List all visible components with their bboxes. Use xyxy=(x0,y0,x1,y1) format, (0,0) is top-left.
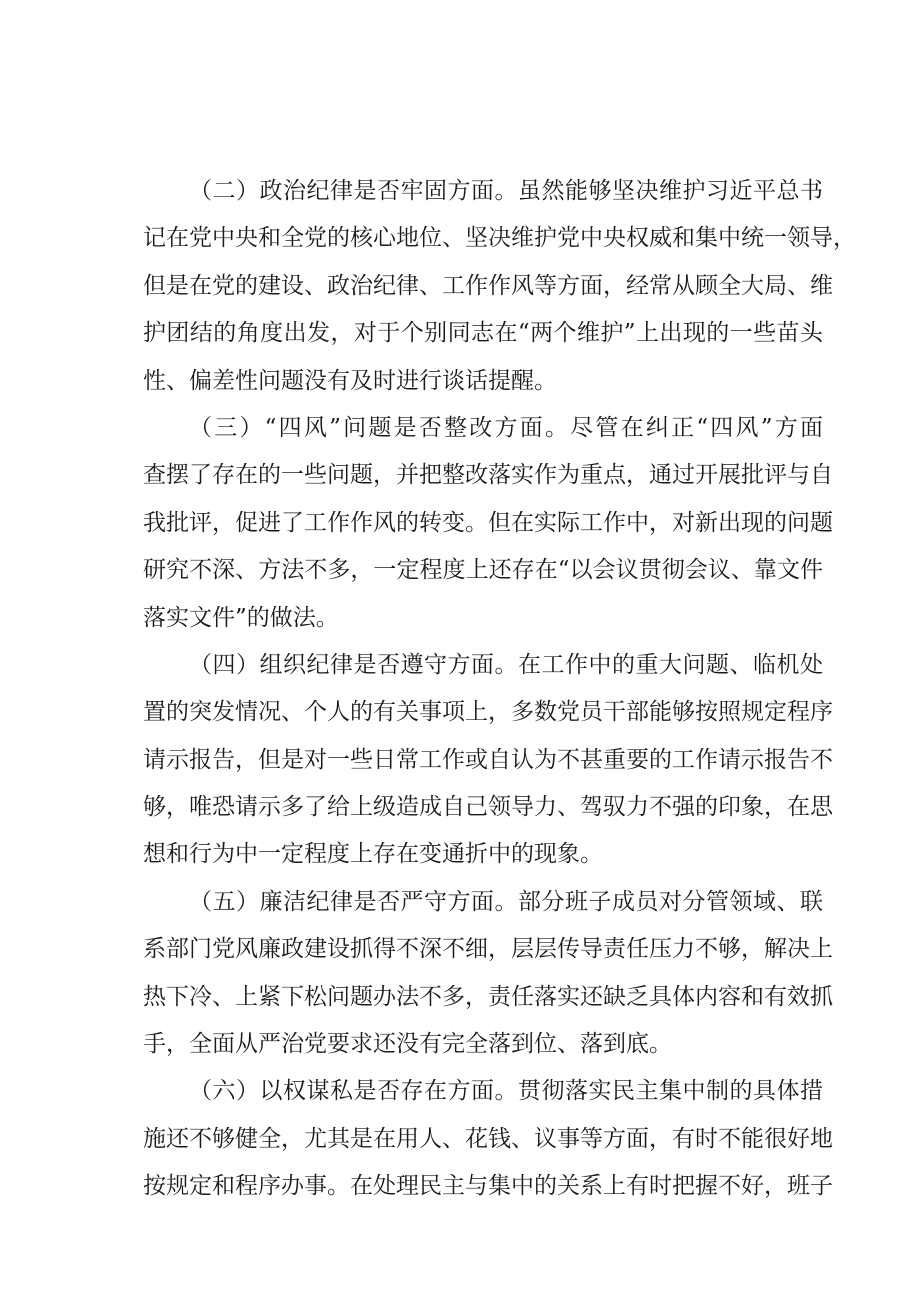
paragraph-line: 请示报告，但是对一些日常工作或自认为不甚重要的工作请示报告不 xyxy=(143,746,833,773)
paragraph-line: （五）廉洁纪律是否严守方面。部分班子成员对分管领域、联 xyxy=(189,888,823,915)
paragraph-line: 施还不够健全，尤其是在用人、花钱、议事等方面，有时不能很好地 xyxy=(143,1125,833,1152)
document-body xyxy=(143,168,856,1211)
paragraph-line: （二）政治纪律是否牢固方面。虽然能够坚决维护习近平总书 xyxy=(189,178,823,204)
paragraph-line: 置的突发情况、个人的有关事项上，多数党员干部能够按照规定程序 xyxy=(143,699,833,726)
paragraph-line: 落实文件”的做法。 xyxy=(143,604,339,631)
paragraph-abuse-of-power xyxy=(143,1068,833,1210)
paragraph-line: 记在党中央和全党的核心地位、坚决维护党中央权威和集中统一领导， xyxy=(143,225,856,252)
paragraph-line: 够，唯恐请示多了给上级造成自己领导力、驾驭力不强的印象，在思 xyxy=(143,794,833,821)
paragraph-four-winds xyxy=(143,405,833,642)
paragraph-line: 我批评，促进了工作作风的转变。但在实际工作中，对新出现的问题 xyxy=(143,509,833,536)
paragraph-line: 想和行为中一定程度上存在变通折中的现象。 xyxy=(143,841,603,868)
paragraph-line: 护团结的角度出发，对于个别同志在“两个维护”上出现的一些苗头 xyxy=(143,320,823,347)
paragraph-line: 研究不深、方法不多，一定程度上还存在“以会议贯彻会议、靠文件 xyxy=(143,557,823,584)
paragraph-line: 手，全面从严治党要求还没有完全落到位、落到底。 xyxy=(143,1031,672,1058)
paragraph-line: 查摆了存在的一些问题，并把整改落实作为重点，通过开展批评与自 xyxy=(143,462,833,489)
paragraph-integrity-discipline xyxy=(143,879,833,1069)
paragraph-line: 系部门党风廉政建设抓得不深不细，层层传导责任压力不够，解决上 xyxy=(143,936,833,963)
paragraph-political-discipline xyxy=(143,168,856,405)
paragraph-line: （三）“四风”问题是否整改方面。尽管在纠正“四风”方面 xyxy=(189,414,823,441)
paragraph-line: 性、偏差性问题没有及时进行谈话提醒。 xyxy=(143,367,557,394)
paragraph-line: 热下冷、上紧下松问题办法不多，责任落实还缺乏具体内容和有效抓 xyxy=(143,983,833,1010)
paragraph-line: 但是在党的建设、政治纪律、工作作风等方面，经常从顾全大局、维 xyxy=(143,272,833,299)
paragraph-line: 按规定和程序办事。在处理民主与集中的关系上有时把握不好，班子 xyxy=(143,1173,833,1200)
paragraph-line: （六）以权谋私是否存在方面。贯彻落实民主集中制的具体措 xyxy=(189,1078,823,1105)
paragraph-organizational-discipline xyxy=(143,642,833,879)
paragraph-line: （四）组织纪律是否遵守方面。在工作中的重大问题、临机处 xyxy=(189,651,823,678)
